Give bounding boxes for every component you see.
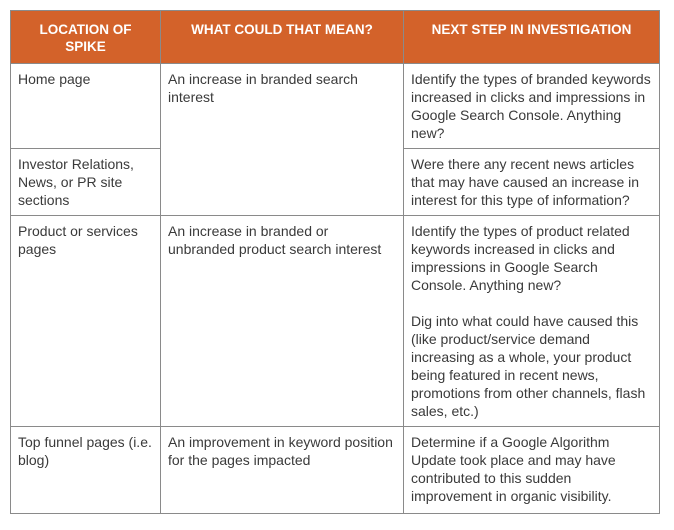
cell-next-step: Identify the types of branded keywords increased in clicks and impressions in Google Search Console. Anything new? [404, 64, 660, 149]
cell-location: Home page [11, 64, 161, 149]
cell-location: Product or services pages [11, 216, 161, 427]
cell-next-step: Determine if a Google Algorithm Update took place and may have contributed to this sudden improvement in organic visibility. [404, 427, 660, 514]
cell-location: Top funnel pages (i.e. blog) [11, 427, 161, 514]
cell-location: Investor Relations, News, or PR site sections [11, 149, 161, 216]
spike-investigation-table [10, 10, 660, 514]
cell-next-step: Were there any recent news articles that may have caused an increase in interest for this type of information? [404, 149, 660, 216]
next-step-paragraph: Dig into what could have caused this (like product/service demand increasing as a whole, your product being featured in recent news, promotions from other channels, flash sales, etc.) [411, 313, 646, 419]
table-row [11, 64, 660, 149]
cell-meaning: An increase in branded or unbranded product search interest [161, 216, 404, 427]
header-next-step: NEXT STEP IN INVESTIGATION [404, 11, 660, 64]
table-header-row [11, 11, 660, 64]
table-row [11, 427, 660, 514]
table-row [11, 216, 660, 427]
header-location: LOCATION OF SPIKE [11, 11, 161, 64]
next-step-paragraph: Identify the types of product related keywords increased in clicks and impressions in Google Search Console. Anything new? [411, 223, 630, 293]
cell-next-step [404, 216, 660, 427]
cell-meaning: An increase in branded search interest [161, 64, 404, 216]
cell-meaning: An improvement in keyword position for the pages impacted [161, 427, 404, 514]
header-meaning: WHAT COULD THAT MEAN? [161, 11, 404, 64]
